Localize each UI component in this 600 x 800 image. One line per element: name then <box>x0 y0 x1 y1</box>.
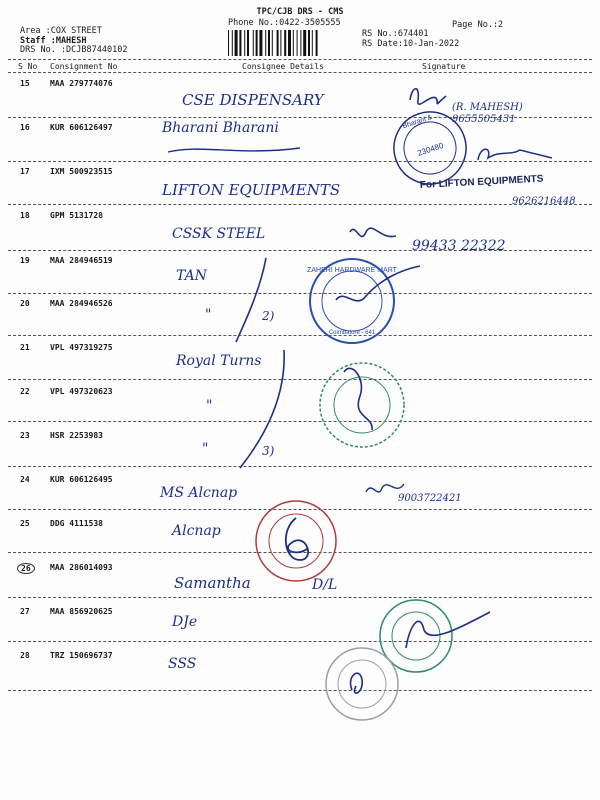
handwritten-consignee: " <box>206 398 213 414</box>
svg-text:230480: 230480 <box>416 141 445 158</box>
row-sno: 20 <box>20 299 30 308</box>
row-consignment: DDG 4111538 <box>50 519 103 528</box>
bracket-line <box>240 350 284 468</box>
row-consignment: MAA 856920625 <box>50 607 113 616</box>
handwritten-consignee: SSS <box>168 656 197 672</box>
row-sno: 15 <box>20 79 30 88</box>
row-consignment: HSR 2253983 <box>50 431 103 440</box>
signature-mark <box>410 89 446 104</box>
handwritten-note: 3) <box>262 444 275 458</box>
row-consignment: VPL 497319275 <box>50 343 113 352</box>
svg-text:ZAHERI HARDWARE MART: ZAHERI HARDWARE MART <box>307 267 397 274</box>
row-sno: 25 <box>20 519 30 528</box>
row-consignment: MAA 286014093 <box>50 563 113 572</box>
row-sno: 27 <box>20 607 30 616</box>
bracket-line <box>236 258 266 342</box>
handwritten-consignee: Royal Turns <box>176 353 262 369</box>
row-sno: 16 <box>20 123 30 132</box>
row-sno: 23 <box>20 431 30 440</box>
row-consignment: MAA 284946519 <box>50 256 113 265</box>
svg-text:Bharani & ...: Bharani & ... <box>401 111 441 131</box>
handwritten-phone: (R. MAHESH) 9655505431 <box>452 102 523 125</box>
phone-number: Phone No.:0422-3505555 <box>228 18 341 28</box>
handwritten-consignee: TAN <box>176 268 207 284</box>
row-sno: 18 <box>20 211 30 220</box>
lifton-stamp-text: For LIFTON EQUIPMENTS <box>419 173 544 191</box>
handwritten-consignee: DJe <box>172 614 198 630</box>
row-sno: 19 <box>20 256 30 265</box>
handwritten-phone: 9003722421 <box>398 493 462 504</box>
row-consignment: MAA 279774076 <box>50 79 113 88</box>
row-consignment: TRZ 150696737 <box>50 651 113 660</box>
staff-label: Staff :MAHESH <box>20 35 87 46</box>
handwritten-consignee: Alcnap <box>172 523 221 539</box>
handwritten-consignee: Samantha <box>174 574 251 592</box>
handwritten-consignee: MS Alcnap <box>160 485 238 501</box>
handwritten-consignee: Bharani Bharani <box>162 120 279 136</box>
zaheri-stamp <box>307 259 398 343</box>
row-consignment: GPM 5131728 <box>50 211 103 220</box>
handwritten-note: D/L <box>312 577 338 593</box>
row-consignment: IXM 500923515 <box>50 167 113 176</box>
handwritten-consignee: " <box>202 441 209 457</box>
area-label: Area :COX STREET <box>20 26 102 36</box>
row-consignment: KUR 606126497 <box>50 123 113 132</box>
company-stamp <box>320 363 404 447</box>
svg-text:Coimbatore - 641: Coimbatore - 641 <box>328 330 376 336</box>
signature-mark <box>478 149 552 160</box>
handwritten-consignee: CSSK STEEL <box>172 226 266 242</box>
rs-number: RS No.:674401 <box>362 29 429 39</box>
handwriting-scribble <box>168 148 300 152</box>
row-sno: 17 <box>20 167 30 176</box>
col-consignee: Consignee Details <box>242 62 324 71</box>
handwritten-note: 2) <box>262 309 275 323</box>
col-sno: S No <box>18 62 38 71</box>
handwritten-consignee: CSE DISPENSARY <box>182 91 324 109</box>
signature-mark <box>406 612 490 648</box>
row-sno-circled: 26 <box>17 563 35 574</box>
signature-mark <box>366 484 404 492</box>
rs-date: RS Date:10-Jan-2022 <box>362 39 460 49</box>
row-consignment: MAA 284946526 <box>50 299 113 308</box>
signature-mark <box>350 228 396 236</box>
handwritten-consignee: LIFTON EQUIPMENTS <box>162 181 341 199</box>
drs-number: DRS No. :DCJB87440102 <box>20 45 128 55</box>
handwritten-phone: 9626216448 <box>512 196 576 207</box>
signature-mark <box>351 673 363 693</box>
signature-mark <box>286 518 308 560</box>
row-sno: 22 <box>20 387 30 396</box>
handwritten-consignee: " <box>205 307 212 323</box>
row-sno: 21 <box>20 343 30 352</box>
row-consignment: VPL 497320623 <box>50 387 113 396</box>
col-consignment: Consignment No <box>50 62 118 71</box>
row-sno: 24 <box>20 475 30 484</box>
document-title: TPC/CJB DRS - CMS <box>256 7 344 17</box>
page-number: Page No.:2 <box>452 20 504 30</box>
col-signature: Signature <box>422 62 466 71</box>
row-consignment: KUR 606126495 <box>50 475 113 484</box>
handwritten-phone: 99433 22322 <box>412 238 506 254</box>
row-sno: 28 <box>20 651 30 660</box>
